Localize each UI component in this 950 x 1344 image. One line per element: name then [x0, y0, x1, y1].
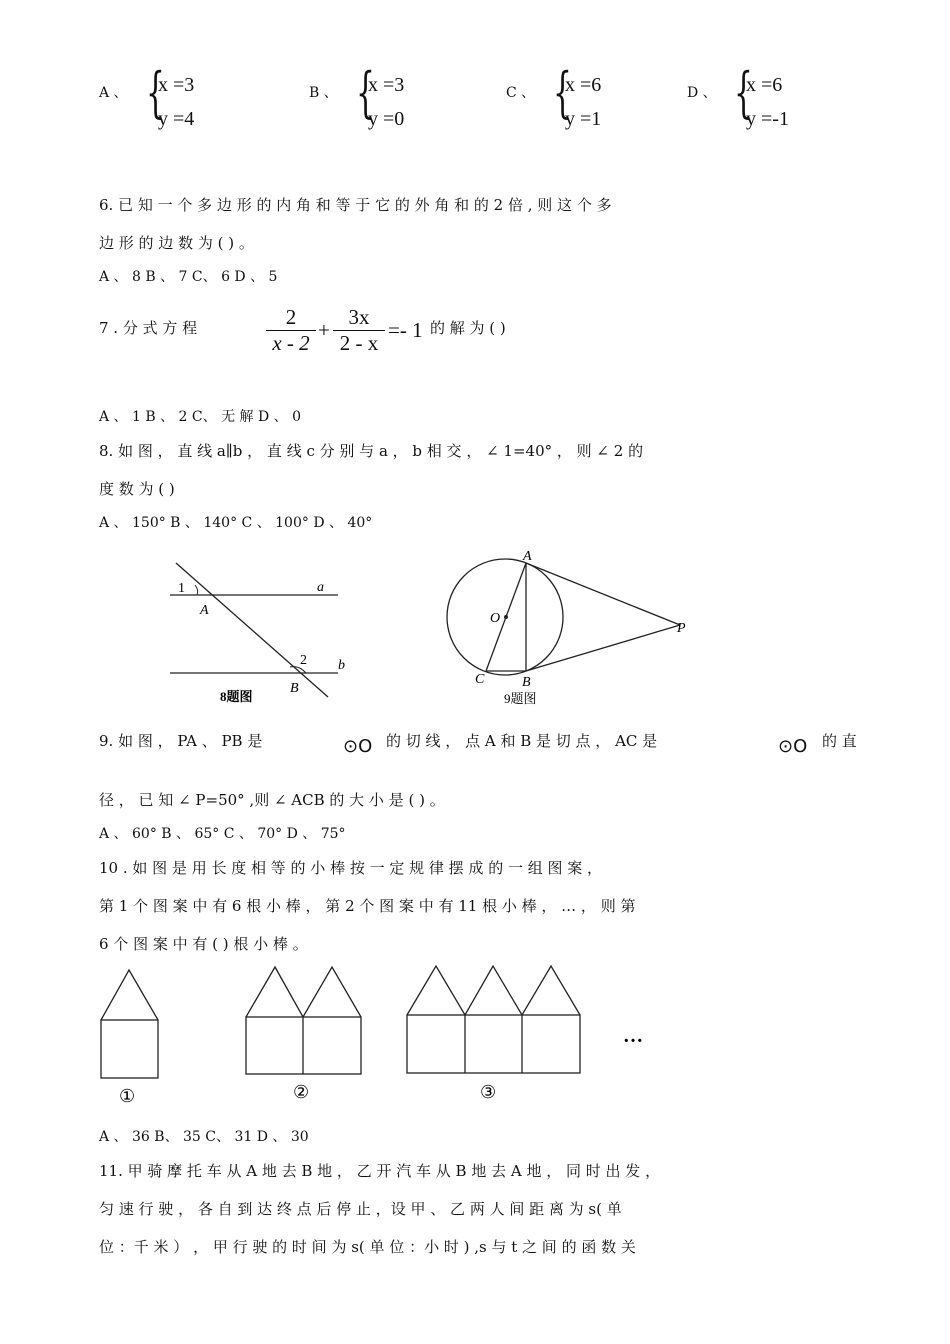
- tangent-pa: [526, 563, 680, 625]
- pattern-3: [407, 966, 580, 1073]
- pattern-1: [101, 970, 158, 1078]
- circle-o-symbol: ⊙O: [343, 736, 373, 757]
- label-B: B: [522, 675, 531, 690]
- q5-option-d-system: [746, 68, 789, 136]
- q10-line3: 6 个 图 案 中 有 ( ) 根 小 棒 。: [99, 935, 308, 953]
- label-pattern-3: ③: [480, 1082, 497, 1102]
- caption-8: 8题图: [220, 689, 253, 704]
- q8-line1: 8. 如 图 ， 直 线 a∥b ， 直 线 c 分 别 与 a ， b 相 交 ， ∠ 1=40° ， 则 ∠ 2 的: [99, 442, 644, 460]
- label-2: 2: [300, 653, 307, 668]
- ellipsis: …: [623, 1025, 643, 1047]
- q10-options: A 、 36 B、 35 C、 31 D 、 30: [99, 1129, 309, 1145]
- figure-8: [160, 555, 360, 710]
- label-A: A: [200, 603, 209, 618]
- q7-prefix: 7 . 分 式 方 程: [99, 319, 198, 337]
- equation: x =3: [368, 74, 405, 96]
- q10-line1: 10 . 如 图 是 用 长 度 相 等 的 小 棒 按 一 定 规 律 摆 成 的 一 组 图 案 ，: [99, 859, 603, 877]
- circle-o-symbol: ⊙O: [778, 736, 808, 757]
- q6-line1: 6. 已 知 一 个 多 边 形 的 内 角 和 等 于 它 的 外 角 和 的 2 倍 , 则 这 个 多: [99, 196, 612, 214]
- brace-icon: {: [356, 61, 375, 124]
- label-a: a: [317, 580, 324, 595]
- brace-icon: {: [734, 61, 753, 124]
- q6-line2: 边 形 的 边 数 为 ( ) 。: [99, 234, 254, 252]
- q5-option-d-label: D 、: [687, 85, 717, 101]
- equation: y =-1: [746, 108, 789, 130]
- denominator: 2 - x: [339, 331, 379, 355]
- q7-fraction-1: [266, 305, 316, 356]
- caption-9: 9题图: [504, 691, 537, 706]
- label-pattern-2: ②: [293, 1082, 310, 1102]
- label-C: C: [475, 672, 485, 687]
- q7-suffix: 的 解 为 ( ): [430, 319, 506, 337]
- q9-part3: 的 直: [822, 732, 857, 750]
- q5-option-a-label: A 、: [99, 85, 128, 101]
- equation: y =0: [368, 108, 405, 130]
- q9-line2: 径 ， 已 知 ∠ P=50° ,则 ∠ ACB 的 大 小 是 ( ) 。: [99, 791, 445, 809]
- q11-line3: 位 ：千 米 ） ， 甲 行 驶 的 时 间 为 s( 单 位 ：小 时 ) ,s 与 t 之 间 的 函 数 关: [99, 1238, 636, 1256]
- label-A: A: [523, 549, 532, 564]
- equation-rhs: =- 1: [388, 318, 423, 342]
- q5-option-b-system: [368, 68, 404, 136]
- pattern-2: [246, 967, 361, 1074]
- q6-options: A 、 8 B 、 7 C、 6 D 、 5: [99, 269, 278, 285]
- equation: x =6: [746, 74, 783, 96]
- q9-part1: 9. 如 图 ， PA 、 PB 是: [99, 732, 263, 750]
- q5-option-c-system: [565, 68, 601, 136]
- q11-line1: 11. 甲 骑 摩 托 车 从 A 地 去 B 地 ， 乙 开 汽 车 从 B 地 去 A 地 ， 同 时 出 发 ，: [99, 1162, 661, 1180]
- denominator: x - 2: [272, 331, 310, 355]
- q5-option-c-label: C 、: [506, 85, 536, 101]
- q10-line2: 第 1 个 图 案 中 有 6 根 小 棒 ， 第 2 个 图 案 中 有 11 根 小 棒 ， … ， 则 第: [99, 897, 636, 915]
- figure-10: [95, 960, 665, 1110]
- label-b: b: [338, 658, 345, 673]
- q5-option-b-label: B 、: [309, 85, 338, 101]
- label-B: B: [290, 681, 299, 696]
- tangent-pb: [526, 625, 680, 671]
- q9-options: A 、 60° B 、 65° C 、 70° D 、 75°: [99, 826, 346, 842]
- brace-icon: {: [553, 61, 572, 124]
- figure-9: [440, 545, 700, 710]
- plus-sign: +: [318, 318, 330, 342]
- equation: x =3: [158, 74, 195, 96]
- q9-line1: [99, 730, 262, 751]
- label-1: 1: [178, 581, 185, 596]
- center-point: [504, 615, 508, 619]
- numerator: 2: [285, 305, 297, 329]
- q8-options: A 、 150° B 、 140° C 、 100° D 、 40°: [99, 515, 373, 531]
- equation: x =6: [565, 74, 602, 96]
- q7-options: A 、 1 B 、 2 C、 无 解 D 、 0: [99, 409, 302, 425]
- label-O: O: [490, 611, 501, 626]
- label-P: P: [677, 621, 686, 636]
- brace-icon: {: [146, 61, 165, 124]
- label-pattern-1: ①: [119, 1086, 136, 1106]
- line-c: [176, 563, 328, 697]
- numerator: 3x: [348, 305, 370, 329]
- q8-line2: 度 数 为 ( ): [99, 480, 175, 498]
- q11-line2: 匀 速 行 驶 ， 各 自 到 达 终 点 后 停 止 ，设 甲 、 乙 两 人 间 距 离 为 s( 单: [99, 1200, 622, 1218]
- equation: y =1: [565, 108, 602, 130]
- q9-part2: 的 切 线 ， 点 A 和 B 是 切 点 ， AC 是: [386, 732, 658, 750]
- q5-option-a-system: [158, 68, 194, 136]
- angle-1-arc: [195, 585, 198, 595]
- q7-fraction-2: [333, 305, 385, 356]
- equation: y =4: [158, 108, 195, 130]
